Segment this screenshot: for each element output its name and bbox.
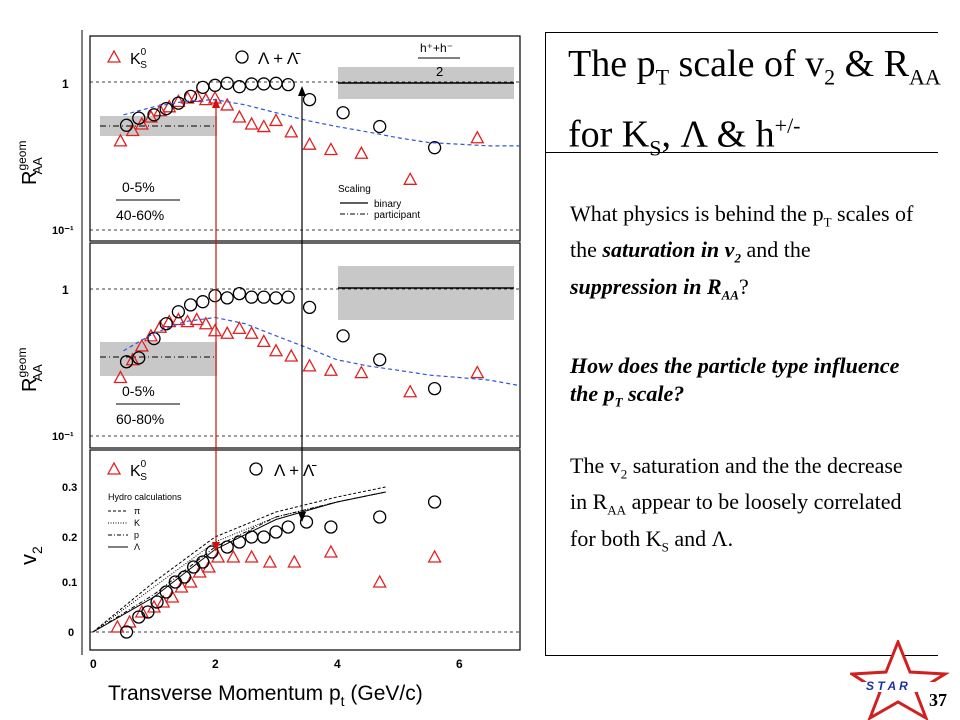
k0s-point	[264, 556, 276, 567]
p3-ylabel: $v_2$	[16, 546, 45, 565]
k0s-point	[124, 616, 136, 627]
p3-ytick-03: 0.3	[62, 482, 78, 494]
lambda-point	[246, 531, 258, 543]
p3-legend-k-marker	[108, 463, 120, 474]
lambda-point	[282, 79, 294, 91]
hydro-pi: π	[134, 506, 141, 516]
arrows	[212, 86, 306, 552]
title-top-rule	[545, 32, 938, 33]
hh-den: 2	[436, 64, 444, 79]
p2-ytick-1: 1	[62, 283, 69, 297]
lambda-point	[169, 576, 181, 588]
p1-legend-lambda: Λ + Λ̄	[258, 49, 299, 68]
lambda-point	[221, 541, 233, 553]
lambda-point	[429, 142, 441, 154]
k0s-point	[304, 138, 316, 149]
k0s-point	[246, 118, 258, 129]
xtick-6: 6	[456, 657, 463, 671]
k0s-point	[325, 364, 337, 375]
scaling-participant: participant	[374, 210, 421, 221]
lambda-point	[233, 81, 245, 93]
xtick-0: 0	[90, 657, 97, 671]
lambda-point	[185, 299, 197, 311]
x-axis-label: Transverse Momentum $p_t$ (GeV/c)	[108, 682, 423, 709]
conclusion-paragraph: The $v_2$ saturation and the the decrease in $R_{AA}$ appear to be loosely correlated for both $K_S$ and Λ.	[570, 453, 903, 555]
panel3-data	[93, 487, 441, 638]
p1-ylabel: $R^{geom}AA$	[15, 140, 45, 185]
p3-legend-lambda: Λ + Λ̄	[274, 461, 315, 480]
scaling-binary: binary	[374, 199, 402, 210]
lambda-point	[304, 301, 316, 313]
p2-centrality-top: 0-5%	[122, 383, 155, 399]
lambda-point	[221, 77, 233, 89]
panel1-decor	[90, 67, 520, 230]
xtick-2: 2	[212, 657, 219, 671]
lambda-point	[270, 526, 282, 538]
slide-title: The $p_T$ scale of $v_2$ & $R_{AA}$ for $K_S$, Λ & h+/-	[568, 43, 941, 160]
lambda-point	[429, 383, 441, 395]
lambda-point	[172, 306, 184, 318]
star-logo-text: S T A R	[866, 679, 908, 693]
lambda-point	[197, 296, 209, 308]
k0s-point	[285, 126, 297, 137]
lambda-point	[221, 292, 233, 304]
k0s-point	[288, 556, 300, 567]
lambda-point	[374, 354, 386, 366]
lambda-point	[337, 107, 349, 119]
k0s-point	[404, 386, 416, 397]
hh-label: h⁺+h⁻	[420, 41, 454, 55]
page-number: 37	[929, 690, 947, 710]
k0s-point	[111, 621, 123, 632]
panel-v2-frame	[90, 450, 520, 650]
lambda-point	[233, 288, 245, 300]
k0s-point	[246, 327, 258, 338]
k0s-point	[471, 367, 483, 378]
k0s-point	[233, 111, 245, 122]
hydro-title: Hydro calculations	[108, 492, 182, 502]
k0s-point	[429, 551, 441, 562]
k0s-point	[258, 335, 270, 346]
lambda-point	[209, 79, 221, 91]
p2-ytick-01: 10⁻¹	[52, 431, 74, 443]
lambda-point	[325, 521, 337, 533]
p1-legend-lambda-marker	[236, 51, 248, 63]
lambda-point	[197, 81, 209, 93]
k0s-point	[325, 546, 337, 557]
scaling-title: Scaling	[338, 184, 371, 195]
black-arrow-head-down	[298, 512, 306, 522]
lambda-point	[258, 291, 270, 303]
p3-legend-lambda-marker	[250, 463, 262, 475]
lambda-point	[374, 511, 386, 523]
p3-ytick-0: 0	[68, 627, 75, 639]
lambda-point	[270, 292, 282, 304]
lambda-point	[258, 78, 270, 90]
k0s-point	[270, 345, 282, 356]
lambda-point	[270, 77, 282, 89]
p1-centrality-bottom: 40-60%	[116, 207, 165, 223]
p2-ylabel: $R^{geom}AA$	[15, 347, 45, 392]
p1-ytick-1: 1	[62, 77, 69, 91]
p1-legend-k-marker	[108, 51, 120, 62]
p3-legend-k: $K^0$ S	[130, 459, 147, 483]
p3-ytick-01: 0.1	[62, 577, 78, 589]
question-paragraph-1: What physics is behind the $p_T$ scales of the saturation in $v_2$ and the suppression in $R_{AA}$?	[570, 201, 914, 303]
k0s-point	[246, 551, 258, 562]
lambda-point	[246, 291, 258, 303]
xtick-4: 4	[334, 657, 341, 671]
lambda-point	[374, 121, 386, 133]
k0s-point	[270, 114, 282, 125]
lambda-point	[209, 290, 221, 302]
k0s-point	[258, 121, 270, 132]
hydro-lambda: Λ	[134, 542, 141, 552]
k0s-point	[355, 367, 367, 378]
k0s-point	[285, 350, 297, 361]
lambda-point	[282, 291, 294, 303]
k0s-point	[404, 173, 416, 184]
text-panel-left-border	[545, 32, 546, 655]
p3-ytick-02: 0.2	[62, 532, 78, 544]
k0s-point	[114, 135, 126, 146]
k0s-point	[374, 576, 386, 587]
lambda-point	[429, 496, 441, 508]
k0s-point	[304, 360, 316, 371]
p1-legend-k: $K^0$ S	[130, 47, 147, 71]
lambda-point	[258, 531, 270, 543]
lambda-point	[337, 330, 349, 342]
lambda-point	[282, 521, 294, 533]
black-arrow-head-up	[298, 86, 306, 96]
hydro-p: p	[134, 530, 140, 540]
k0s-point	[471, 132, 483, 143]
k0s-point	[221, 327, 233, 338]
p1-centrality-top: 0-5%	[122, 179, 155, 195]
p2-centrality-bottom: 60-80%	[116, 411, 165, 427]
question-paragraph-2: How does the particle type influence the $p_T$ scale?	[570, 353, 900, 410]
k0s-point	[355, 147, 367, 158]
lambda-point	[246, 78, 258, 90]
p1-ytick-01: 10⁻¹	[52, 225, 74, 237]
k0s-point	[325, 143, 337, 154]
hydro-k: K	[134, 518, 141, 528]
